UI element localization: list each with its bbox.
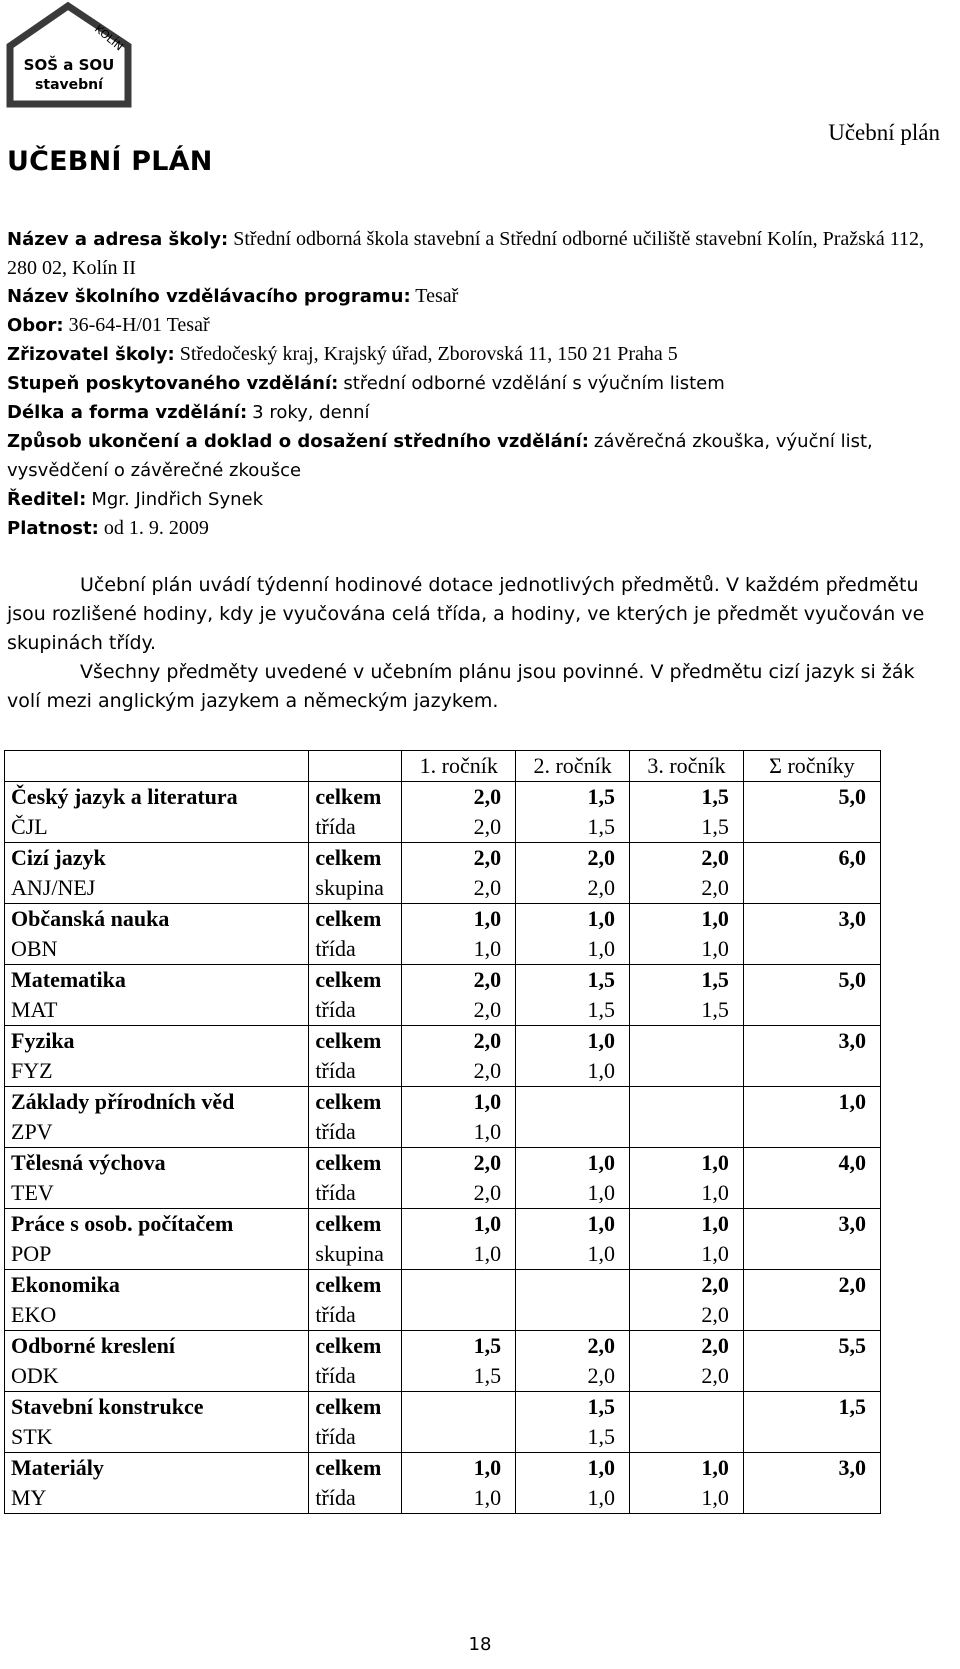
year-2-total: 2,0	[516, 1331, 630, 1362]
page-title: UČEBNÍ PLÁN	[7, 146, 213, 177]
curriculum-table	[4, 750, 881, 1514]
subject-name: Cizí jazyk	[5, 843, 309, 874]
intro-paragraph-2: Všechny předměty uvedené v učebním plánu jsou povinné. V předmětu cizí jazyk si žák volí mezi anglickým jazykem a německým jazykem.	[7, 661, 915, 712]
table-row-split	[5, 1239, 881, 1270]
subject-abbr: EKO	[5, 1300, 309, 1331]
subject-abbr: FYZ	[5, 1056, 309, 1087]
year-1-total: 2,0	[402, 965, 516, 996]
sum-total: 3,0	[743, 904, 880, 935]
year-3-total: 1,0	[630, 1209, 744, 1240]
year-2-total: 1,0	[516, 904, 630, 935]
row-type: celkem	[309, 1331, 402, 1362]
year-2-total: 1,0	[516, 1209, 630, 1240]
row-type: třída	[309, 1178, 402, 1209]
year-3-total	[630, 1026, 744, 1057]
table-row-total	[5, 843, 881, 874]
subject-name: Občanská nauka	[5, 904, 309, 935]
subject-name: Práce s osob. počítačem	[5, 1209, 309, 1240]
subject-name: Odborné kreslení	[5, 1331, 309, 1362]
subject-name: Základy přírodních věd	[5, 1087, 309, 1118]
table-header-row	[5, 751, 881, 782]
subject-name: Matematika	[5, 965, 309, 996]
table-row-total	[5, 782, 881, 813]
year-1-total: 1,5	[402, 1331, 516, 1362]
program-label: Název školního vzdělávacího programu:	[7, 286, 411, 307]
completion-value: závěrečná zkouška, výuční list, vysvědčení o závěrečné zkoušce	[7, 431, 873, 481]
sum-split-empty	[743, 1361, 880, 1392]
year-2-total	[516, 1087, 630, 1118]
table-row-split	[5, 1483, 881, 1514]
year-1-total: 2,0	[402, 843, 516, 874]
year-2-split: 1,5	[516, 995, 630, 1026]
table-row-split	[5, 1422, 881, 1453]
year-3-split	[630, 1117, 744, 1148]
year-3-split: 1,5	[630, 812, 744, 843]
table-row-split	[5, 1361, 881, 1392]
table-row-split	[5, 1300, 881, 1331]
year-1-total	[402, 1392, 516, 1423]
founder-label: Zřizovatel školy:	[7, 344, 175, 365]
year-1-total: 2,0	[402, 1148, 516, 1179]
row-type: skupina	[309, 1239, 402, 1270]
row-type: celkem	[309, 965, 402, 996]
completion-label: Způsob ukončení a doklad o dosažení středního vzdělání:	[7, 431, 589, 452]
subject-name: Fyzika	[5, 1026, 309, 1057]
table-row-total	[5, 1453, 881, 1484]
year-1-split: 2,0	[402, 1056, 516, 1087]
sum-split-empty	[743, 873, 880, 904]
subject-abbr: MAT	[5, 995, 309, 1026]
year-3-split: 2,0	[630, 1300, 744, 1331]
year-3-split: 1,0	[630, 1178, 744, 1209]
year-2-total: 2,0	[516, 843, 630, 874]
school-info	[7, 225, 942, 543]
year-2-split: 1,5	[516, 1422, 630, 1453]
year-1-split: 1,0	[402, 934, 516, 965]
row-type: třída	[309, 1361, 402, 1392]
year-1-split: 2,0	[402, 995, 516, 1026]
school-value: Střední odborná škola stavební a Střední odborné učiliště stavební Kolín, Pražská 112, 280 02, Kolín II	[7, 228, 925, 279]
subject-name: Ekonomika	[5, 1270, 309, 1301]
subject-name: Stavební konstrukce	[5, 1392, 309, 1423]
table-row-split	[5, 873, 881, 904]
sum-split-empty	[743, 1300, 880, 1331]
year-3-total	[630, 1392, 744, 1423]
table-row-total	[5, 1209, 881, 1240]
row-type: celkem	[309, 1453, 402, 1484]
intro-paragraph-1: Učební plán uvádí týdenní hodinové dotace jednotlivých předmětů. V každém předmětu jsou rozlišené hodiny, kdy je vyučována celá třída, a hodiny, ve kterých je předmět vyučován ve skupinách třídy.	[7, 574, 925, 654]
row-type: skupina	[309, 873, 402, 904]
year-2-total: 1,5	[516, 965, 630, 996]
table-row-total	[5, 1270, 881, 1301]
table-row-split	[5, 1178, 881, 1209]
year-2-split	[516, 1117, 630, 1148]
year-2-split: 1,0	[516, 934, 630, 965]
year-2-total: 1,5	[516, 1392, 630, 1423]
field-value: 36-64-H/01 Tesař	[68, 314, 210, 336]
length-value: 3 roky, denní	[252, 402, 370, 423]
row-type: třída	[309, 812, 402, 843]
year-2-total	[516, 1270, 630, 1301]
level-value: střední odborné vzdělání s výučním listem	[343, 373, 725, 394]
table-row-split	[5, 812, 881, 843]
year-2-split: 1,5	[516, 812, 630, 843]
subject-abbr: ZPV	[5, 1117, 309, 1148]
year-3-split	[630, 1056, 744, 1087]
year-2-split: 1,0	[516, 1178, 630, 1209]
year-3-split: 1,0	[630, 1483, 744, 1514]
year-2-split	[516, 1300, 630, 1331]
header-sum: Σ ročníky	[743, 751, 880, 782]
year-3-total: 2,0	[630, 1331, 744, 1362]
row-type: třída	[309, 995, 402, 1026]
director-value: Mgr. Jindřich Synek	[91, 489, 264, 510]
logo-line2: stavební	[35, 77, 103, 93]
table-row-total	[5, 1392, 881, 1423]
year-3-split: 1,0	[630, 934, 744, 965]
sum-split-empty	[743, 1483, 880, 1514]
year-3-split: 1,5	[630, 995, 744, 1026]
year-1-total: 1,0	[402, 1453, 516, 1484]
year-2-split: 1,0	[516, 1239, 630, 1270]
year-2-total: 1,5	[516, 782, 630, 813]
row-type: celkem	[309, 904, 402, 935]
year-3-total: 1,0	[630, 1148, 744, 1179]
sum-split-empty	[743, 1239, 880, 1270]
year-3-split: 1,0	[630, 1239, 744, 1270]
sum-split-empty	[743, 1178, 880, 1209]
page-number: 18	[468, 1634, 492, 1655]
year-1-split	[402, 1422, 516, 1453]
year-3-split	[630, 1422, 744, 1453]
subject-abbr: ODK	[5, 1361, 309, 1392]
table-row-total	[5, 1331, 881, 1362]
year-2-split: 2,0	[516, 1361, 630, 1392]
row-type: celkem	[309, 843, 402, 874]
row-type: celkem	[309, 1087, 402, 1118]
year-2-total: 1,0	[516, 1453, 630, 1484]
year-3-total: 1,0	[630, 1453, 744, 1484]
subject-abbr: MY	[5, 1483, 309, 1514]
year-2-total: 1,0	[516, 1026, 630, 1057]
year-2-split: 1,0	[516, 1056, 630, 1087]
row-type: třída	[309, 1056, 402, 1087]
year-1-split: 1,0	[402, 1239, 516, 1270]
sum-total: 6,0	[743, 843, 880, 874]
sum-total: 1,0	[743, 1087, 880, 1118]
year-1-split: 2,0	[402, 812, 516, 843]
row-type: celkem	[309, 1148, 402, 1179]
subject-name: Materiály	[5, 1453, 309, 1484]
table-row-total	[5, 1148, 881, 1179]
year-3-total: 1,0	[630, 904, 744, 935]
year-3-total: 2,0	[630, 843, 744, 874]
table-row-total	[5, 904, 881, 935]
header-year-3: 3. ročník	[630, 751, 744, 782]
row-type: celkem	[309, 1270, 402, 1301]
sum-total: 5,0	[743, 782, 880, 813]
sum-total: 3,0	[743, 1209, 880, 1240]
sum-split-empty	[743, 812, 880, 843]
logo-line1: SOŠ a SOU	[23, 56, 115, 74]
year-1-split: 1,5	[402, 1361, 516, 1392]
table-row-split	[5, 1117, 881, 1148]
year-3-total: 1,5	[630, 965, 744, 996]
header-empty-cell	[5, 751, 309, 782]
year-3-total: 2,0	[630, 1270, 744, 1301]
sum-split-empty	[743, 1056, 880, 1087]
sum-total: 3,0	[743, 1026, 880, 1057]
length-label: Délka a forma vzdělání:	[7, 402, 248, 423]
header-year-1: 1. ročník	[402, 751, 516, 782]
subject-abbr: ČJL	[5, 812, 309, 843]
program-value: Tesař	[415, 285, 459, 307]
sum-total: 5,5	[743, 1331, 880, 1362]
subject-abbr: STK	[5, 1422, 309, 1453]
sum-total: 1,5	[743, 1392, 880, 1423]
director-label: Ředitel:	[7, 489, 87, 510]
table-row-total	[5, 965, 881, 996]
subject-abbr: OBN	[5, 934, 309, 965]
subject-name: Český jazyk a literatura	[5, 782, 309, 813]
sum-total: 5,0	[743, 965, 880, 996]
subject-abbr: TEV	[5, 1178, 309, 1209]
year-1-split	[402, 1300, 516, 1331]
row-type: třída	[309, 1422, 402, 1453]
year-2-split: 1,0	[516, 1483, 630, 1514]
row-type: celkem	[309, 1026, 402, 1057]
year-1-total: 1,0	[402, 1209, 516, 1240]
sum-split-empty	[743, 934, 880, 965]
sum-split-empty	[743, 1422, 880, 1453]
year-1-total: 2,0	[402, 782, 516, 813]
subject-abbr: ANJ/NEJ	[5, 873, 309, 904]
sum-total: 4,0	[743, 1148, 880, 1179]
table-row-split	[5, 1056, 881, 1087]
table-row-total	[5, 1026, 881, 1057]
row-type: celkem	[309, 782, 402, 813]
year-3-split: 2,0	[630, 873, 744, 904]
year-1-split: 1,0	[402, 1117, 516, 1148]
row-type: celkem	[309, 1209, 402, 1240]
table-row-split	[5, 934, 881, 965]
year-1-split: 2,0	[402, 1178, 516, 1209]
level-label: Stupeň poskytovaného vzdělání:	[7, 373, 339, 394]
subject-name: Tělesná výchova	[5, 1148, 309, 1179]
row-type: celkem	[309, 1392, 402, 1423]
sum-total: 3,0	[743, 1453, 880, 1484]
sum-total: 2,0	[743, 1270, 880, 1301]
validity-label: Platnost:	[7, 518, 99, 539]
year-1-total: 1,0	[402, 1087, 516, 1118]
year-3-total	[630, 1087, 744, 1118]
year-3-total: 1,5	[630, 782, 744, 813]
year-1-split: 2,0	[402, 873, 516, 904]
year-1-total: 2,0	[402, 1026, 516, 1057]
year-3-split: 2,0	[630, 1361, 744, 1392]
table-row-split	[5, 995, 881, 1026]
row-type: třída	[309, 934, 402, 965]
field-label: Obor:	[7, 315, 64, 336]
intro-text	[7, 571, 937, 716]
header-year-2: 2. ročník	[516, 751, 630, 782]
header-empty-cell	[309, 751, 402, 782]
year-2-split: 2,0	[516, 873, 630, 904]
row-type: třída	[309, 1483, 402, 1514]
year-1-total	[402, 1270, 516, 1301]
subject-abbr: POP	[5, 1239, 309, 1270]
row-type: třída	[309, 1300, 402, 1331]
founder-value: Středočeský kraj, Krajský úřad, Zborovská 11, 150 21 Praha 5	[179, 343, 678, 365]
year-1-split: 1,0	[402, 1483, 516, 1514]
sum-split-empty	[743, 1117, 880, 1148]
sum-split-empty	[743, 995, 880, 1026]
header-label: Učební plán	[828, 120, 940, 145]
school-logo	[4, 0, 134, 118]
year-2-total: 1,0	[516, 1148, 630, 1179]
logo-town: KOLÍN	[92, 22, 126, 54]
row-type: třída	[309, 1117, 402, 1148]
table-row-total	[5, 1087, 881, 1118]
year-1-total: 1,0	[402, 904, 516, 935]
validity-value: od 1. 9. 2009	[103, 517, 209, 539]
school-label: Název a adresa školy:	[7, 229, 229, 250]
